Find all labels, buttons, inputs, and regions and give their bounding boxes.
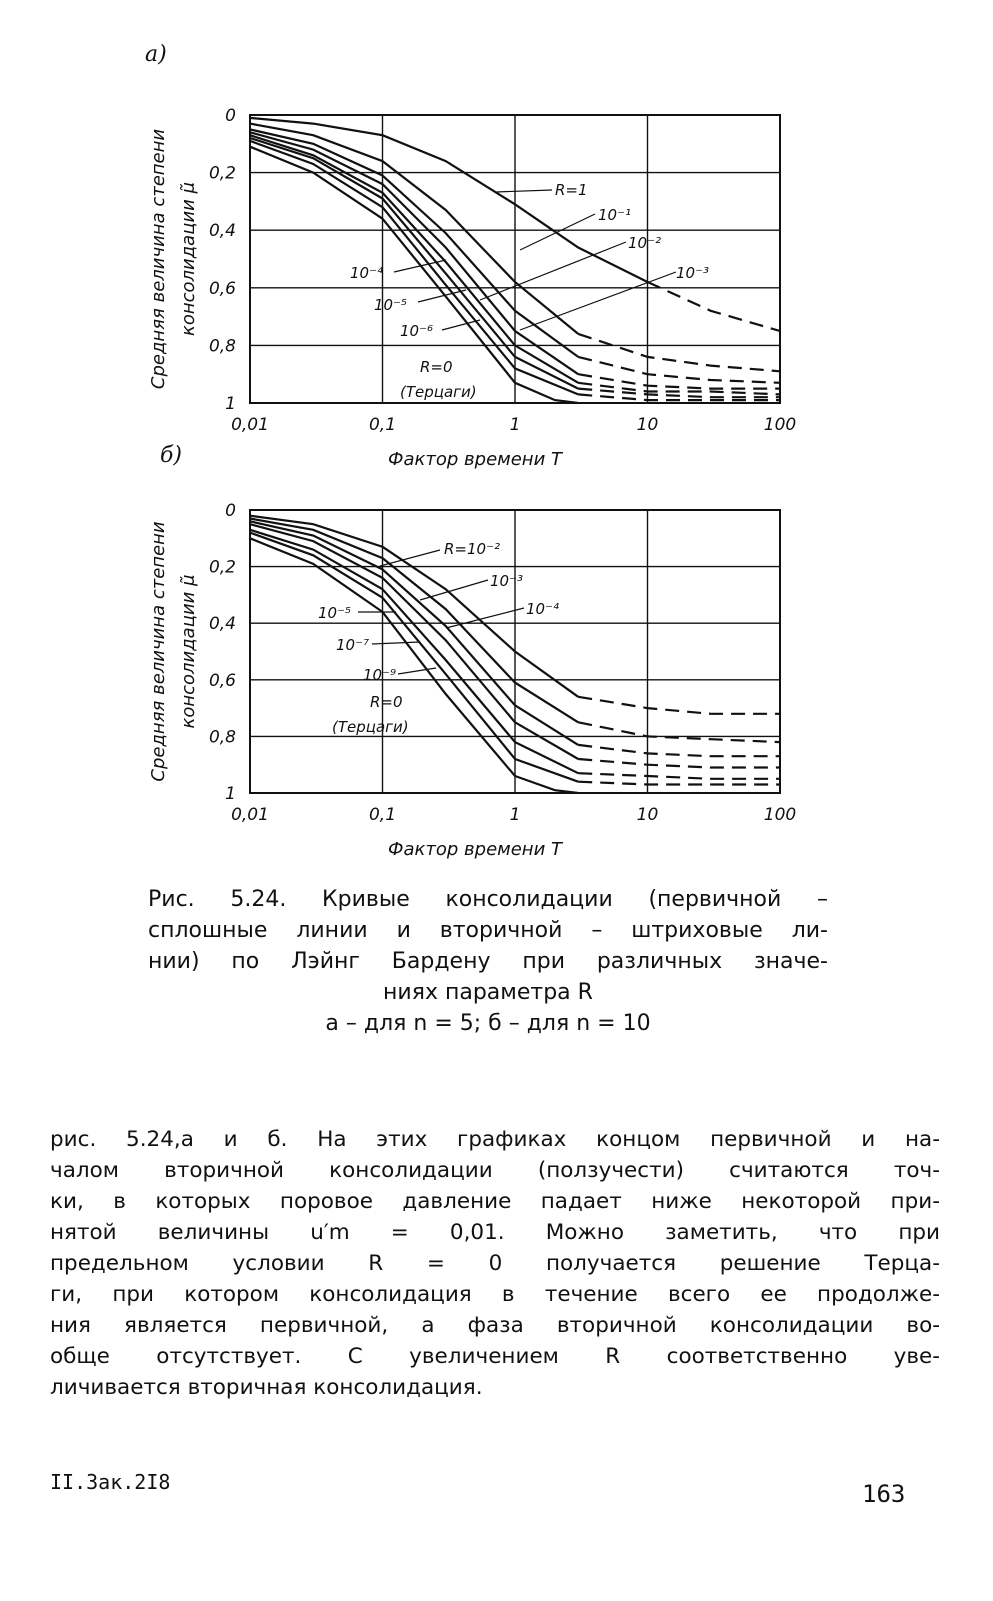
y-tick-label: 0,8: [208, 727, 236, 748]
y-tick-label: 0,6: [208, 278, 236, 299]
series-line-secondary: [578, 745, 780, 756]
curve-label: 10⁻⁶: [400, 322, 434, 340]
body-line: ния является первичной, а фаза вторичной консолидации во-: [50, 1313, 940, 1338]
y-axis-label: Средняя величина степени: [148, 128, 169, 390]
series-line-secondary: [648, 282, 781, 331]
caption-line: Рис. 5.24. Кривые консолидации (первичной –: [148, 887, 828, 912]
curve-label: R=0: [420, 358, 453, 376]
body-line: чалом вторичной консолидации (ползучести) считаются точ-: [50, 1158, 940, 1183]
leader-line: [480, 242, 626, 300]
series-line: [250, 524, 578, 759]
series-line: [250, 533, 578, 782]
y-tick-label: 0,8: [208, 336, 236, 357]
x-tick-label: 10: [636, 805, 659, 825]
x-axis-label: Фактор времени T: [388, 449, 562, 470]
y-tick-label: 0,4: [208, 221, 236, 242]
x-tick-label: 10: [636, 415, 659, 435]
curve-label: (Терцаги): [400, 383, 477, 401]
chart-b: [0, 440, 993, 860]
body-line: рис. 5.24,а и б. На этих графиках концом первичной и на-: [50, 1127, 940, 1152]
series-line: [250, 521, 578, 745]
y-tick-label: 1: [225, 784, 236, 804]
series-line-secondary: [578, 334, 780, 371]
curve-label: (Терцаги): [332, 718, 409, 736]
series-line-secondary: [578, 722, 780, 742]
curve-label: 10⁻⁵: [318, 604, 352, 622]
y-tick-label: 1: [225, 394, 236, 414]
y-axis-label: консолидации μ̃: [178, 574, 199, 729]
series-line-secondary: [578, 697, 780, 714]
body-line: обще отсутствует. С увеличением R соответственно уве-: [50, 1344, 940, 1369]
curve-label: 10⁻⁴: [526, 600, 560, 618]
x-tick-label: 0,01: [231, 805, 269, 825]
y-tick-label: 0,2: [208, 163, 236, 184]
page-number: 163: [862, 1480, 906, 1508]
caption-line: нии) по Лэйнг Бардену при различных значе-: [148, 949, 828, 974]
body-line: предельном условии R = 0 получается решение Терца-: [50, 1251, 940, 1276]
x-axis-label: Фактор времени T: [388, 839, 562, 860]
body-line: нятой величины u′m = 0,01. Можно заметить, что при: [50, 1220, 940, 1245]
y-tick-label: 0: [225, 501, 236, 521]
x-tick-label: 0,01: [231, 415, 269, 435]
leader-line: [520, 214, 595, 250]
body-paragraph: [50, 1124, 940, 1403]
series-line: [250, 519, 578, 723]
y-tick-label: 0: [225, 106, 236, 126]
curve-label: 10⁻⁹: [363, 666, 397, 684]
series-line: [250, 538, 578, 793]
print-order-number: II.Зак.2I8: [50, 1470, 171, 1494]
series-line-secondary: [578, 773, 780, 779]
leader-line: [496, 190, 552, 192]
x-tick-label: 1: [509, 805, 521, 825]
caption-line: а – для n = 5; б – для n = 10: [325, 1011, 651, 1036]
curve-label: 10⁻²: [628, 234, 662, 252]
caption-line: ниях параметра R: [383, 980, 593, 1005]
leader-line: [520, 272, 676, 330]
leader-line: [372, 642, 420, 644]
curve-label: 10⁻¹: [598, 206, 632, 224]
chart-a: [0, 0, 993, 470]
curve-label: R=10⁻²: [444, 540, 501, 558]
series-line: [250, 138, 578, 389]
series-line-secondary: [578, 759, 780, 768]
y-tick-label: 0,4: [208, 614, 236, 635]
x-tick-label: 1: [509, 415, 521, 435]
x-tick-label: 100: [763, 805, 797, 825]
y-tick-label: 0,2: [208, 557, 236, 578]
x-tick-label: 0,1: [368, 415, 397, 435]
series-line-secondary: [578, 383, 780, 395]
body-line: ки, в которых поровое давление падает ниже некоторой при-: [50, 1189, 940, 1214]
series-line-secondary: [578, 782, 780, 785]
curve-label: 10⁻⁵: [374, 296, 408, 314]
body-line: личивается вторичная консолидация.: [50, 1375, 483, 1400]
curve-label: 10⁻⁴: [350, 264, 384, 282]
leader-line: [442, 320, 480, 330]
x-tick-label: 0,1: [368, 805, 397, 825]
y-tick-label: 0,6: [208, 670, 236, 691]
figure-b-label: б): [160, 443, 183, 468]
y-axis-label: Средняя величина степени: [148, 521, 169, 782]
x-tick-label: 100: [763, 415, 797, 435]
figure-a-label: а): [145, 42, 167, 67]
curve-label: R=0: [370, 693, 403, 711]
y-axis-label: консолидации μ̃: [178, 181, 199, 337]
curve-label: 10⁻³: [490, 572, 524, 590]
curve-label: 10⁻³: [676, 264, 710, 282]
curve-label: 10⁻⁷: [336, 636, 370, 654]
curve-label: R=1: [555, 181, 588, 199]
body-line: ги, при котором консолидация в течение всего ее продолже-: [50, 1282, 940, 1307]
figure-caption: [148, 884, 828, 1039]
caption-line: сплошные линии и вторичной – штриховые ли-: [148, 918, 828, 943]
